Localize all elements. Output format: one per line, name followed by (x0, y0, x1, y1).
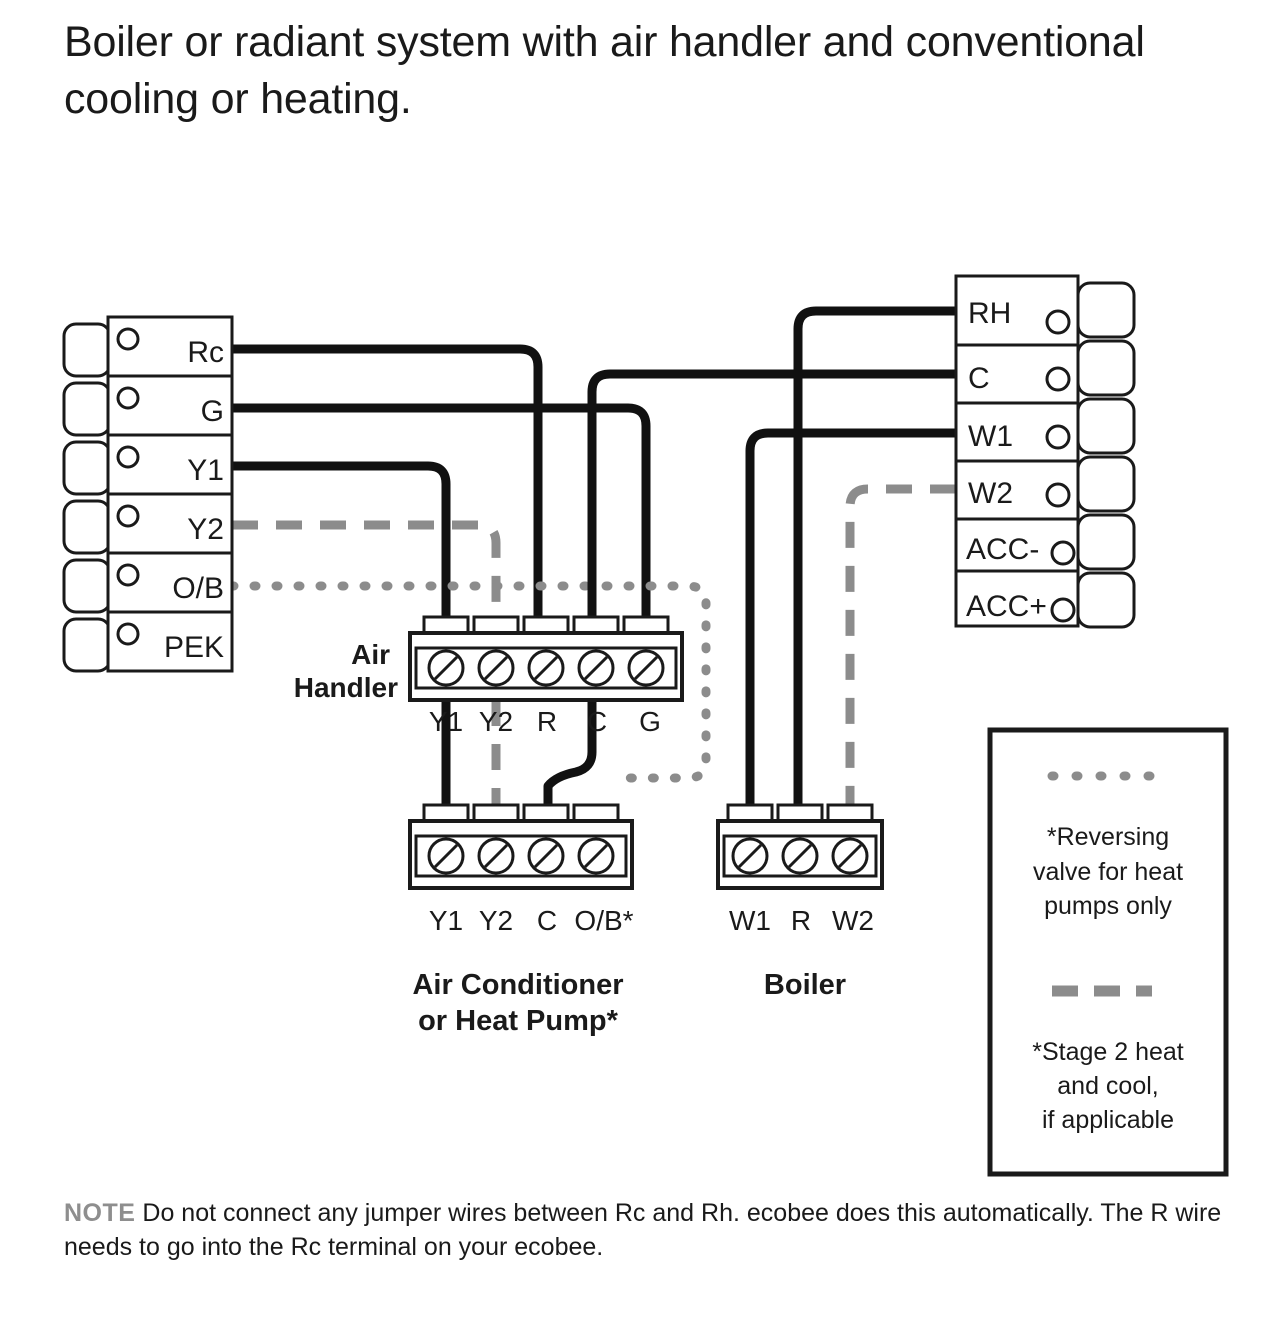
ecobee-right-terminal-block (956, 276, 1134, 627)
right-terminal-label-w1: W1 (968, 420, 1013, 453)
page-title: Boiler or radiant system with air handler and conventional cooling or heating. (64, 18, 1145, 123)
wire-y1-to-y1 (232, 466, 446, 640)
legend-dotted-caption-1: *Reversing (1046, 823, 1170, 851)
air-handler-terminal-y2: Y2 (478, 706, 514, 737)
legend-dashed-caption-1: *Stage 2 heat (1032, 1038, 1184, 1066)
note (64, 1196, 1244, 1264)
right-terminal-label-rh: RH (968, 297, 1012, 330)
right-terminal-label-w2: W2 (968, 477, 1013, 510)
legend-dotted-caption-2: valve for heat (1032, 858, 1184, 886)
right-terminal-label-acc-minus: ACC- (966, 533, 1040, 566)
air-handler-label-line1: Air (351, 639, 390, 670)
air-handler-terminal-y1: Y1 (428, 706, 464, 737)
air-handler-terminal-g: G (639, 706, 661, 737)
air-handler-label-line2: Handler (293, 672, 398, 703)
boiler-terminal-r: R (790, 905, 812, 936)
legend-dashed-caption-2: and cool, (1057, 1072, 1159, 1100)
note-label: NOTE (64, 1199, 136, 1227)
boiler-block (718, 805, 882, 1001)
air-handler-block (294, 617, 682, 737)
left-terminal-label-ob: O/B (172, 572, 224, 605)
left-terminal-label-y2: Y2 (187, 513, 224, 546)
condenser-terminal-ob: O/B* (574, 905, 634, 936)
boiler-label: Boiler (763, 969, 847, 1001)
wire-w2-to-boiler-w2 (850, 489, 956, 828)
legend-box (990, 730, 1226, 1174)
left-terminal-label-pek: PEK (163, 631, 224, 664)
right-terminal-label-acc-plus: ACC+ (966, 590, 1047, 623)
note-body: Do not connect any jumper wires between Rc and Rh. ecobee does this automatically. The R wire needs to go into the Rc terminal on your ecobee. (64, 1199, 1222, 1261)
left-terminal-label-g: G (200, 395, 224, 428)
legend-dashed-caption-3: if applicable (1041, 1106, 1175, 1134)
condenser-block (410, 805, 634, 1037)
boiler-terminal-w2: W2 (832, 905, 874, 936)
legend-dotted-caption-3: pumps only (1044, 892, 1172, 920)
left-terminal-label-rc: Rc (187, 336, 224, 369)
condenser-terminal-y2: Y2 (478, 905, 514, 936)
ecobee-left-terminal-block (64, 317, 232, 671)
condenser-label-line1: Air Conditioner (412, 969, 624, 1001)
left-terminal-label-y1: Y1 (187, 454, 224, 487)
boiler-terminal-w1: W1 (729, 905, 771, 936)
right-terminal-label-c: C (968, 362, 990, 395)
condenser-label-line2: or Heat Pump* (418, 1005, 618, 1037)
air-handler-terminal-r: R (536, 706, 558, 737)
air-handler-terminal-c: C (586, 706, 608, 737)
wire-rh-to-boiler-r (798, 311, 956, 828)
condenser-terminal-y1: Y1 (428, 905, 464, 936)
condenser-terminal-c: C (536, 905, 558, 936)
